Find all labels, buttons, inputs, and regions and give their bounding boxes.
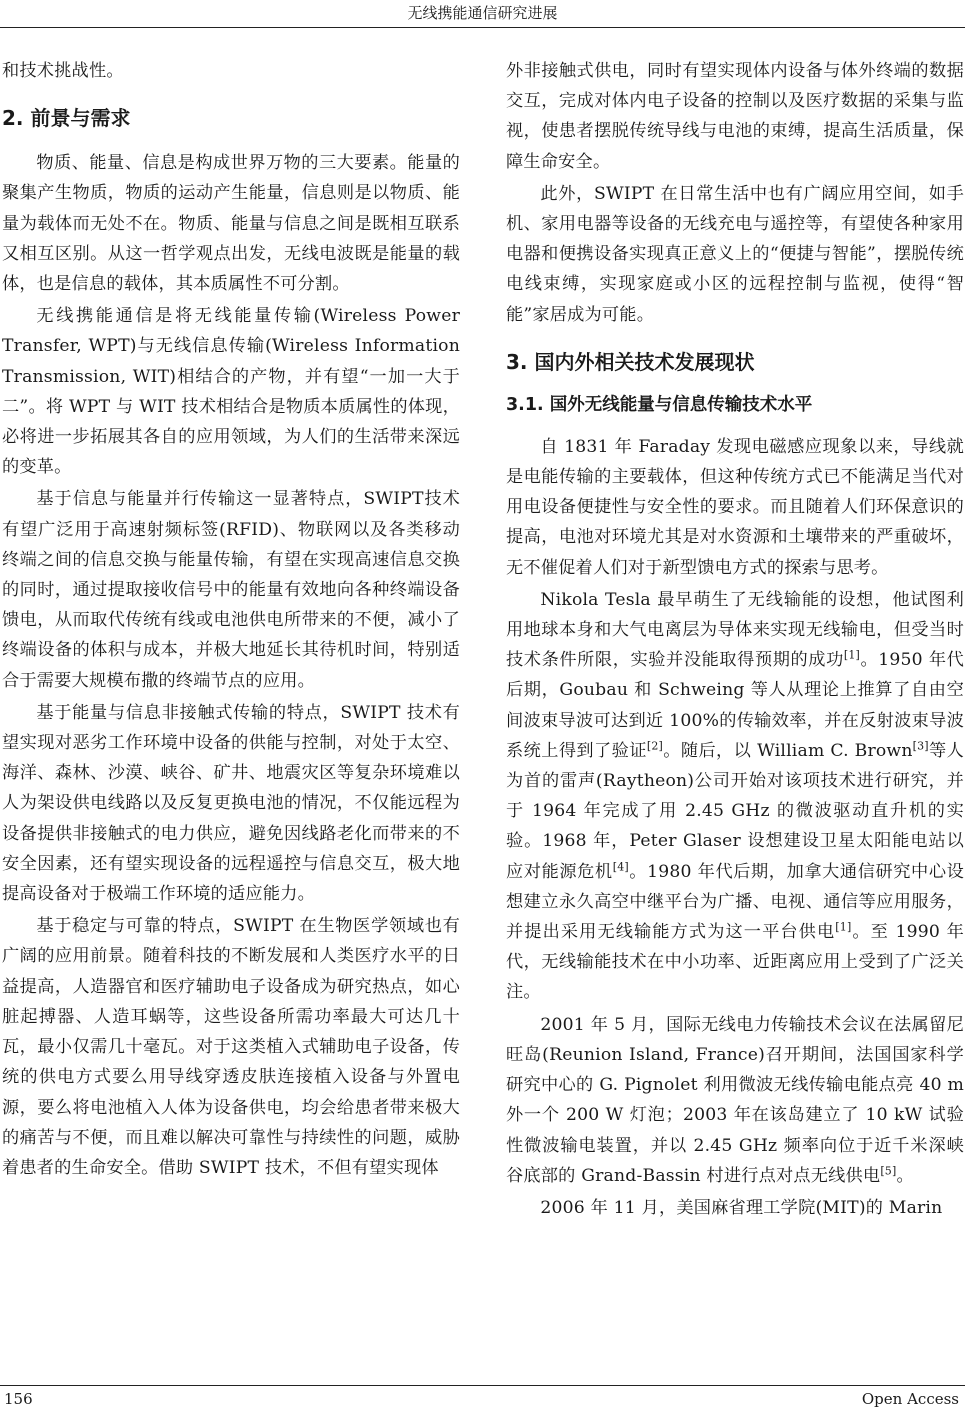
paragraph: 物质、能量、信息是构成世界万物的三大要素。能量的聚集产生物质，物质的运动产生能量，信息则是以物质、能量为载体而无处不在。物质、能量与信息之间是既相互联系又相互区别。从这一哲学观点出发，无线电波既是能量的载体，也是信息的载体，其本质属性不可分割。 bbox=[2, 153, 460, 295]
paragraph bbox=[506, 585, 964, 1008]
paragraph: 无线携能通信是将无线能量传输(Wireless Power Transfer, WPT)与无线信息传输(Wireless Information Transmission, WIT)相结合的产物，并有望“一加一大于二”。将 WPT 与 WIT 技术相结合是物质本质属性的体现，必将进一步拓展其各自的应用领域，为人们的生活带来深远的变革。 bbox=[2, 306, 460, 478]
citation-ref[interactable]: [2] bbox=[646, 739, 664, 753]
text-run: 等人为首的雷声(Raytheon)公司开始对该项技术进行研究，并于 1964 年完成了用 2.45 GHz 的微波驱动直升机的实验。1968 年，Peter Glaser 设想建设卫星太阳能电站以应对能源危机 bbox=[506, 740, 964, 882]
paragraph: 2006 年 11 月，美国麻省理工学院(MIT)的 Marin bbox=[540, 1197, 943, 1218]
header-rule bbox=[0, 27, 965, 28]
journal-name: Open Access bbox=[861, 1390, 959, 1408]
section-heading: 3. 国内外相关技术发展现状 bbox=[506, 349, 755, 374]
paragraph: 自 1831 年 Faraday 发现电磁感应现象以来，导线就是电能传输的主要载体，但这种传统方式已不能满足当代对用电设备便捷性与安全性的要求。而且随着人们环保意识的提高，电池对环境尤其是对水资源和土壤带来的严重破坏，无不催促着人们对于新型馈电方式的探索与思考。 bbox=[506, 436, 964, 578]
left-column bbox=[2, 56, 460, 1183]
text-run: 。1950 年代后期，Goubau 和 Schweing 等人从理论上推算了自由空间波束导波可达到近 100%的传输效率，并在反射波束导波系统上得到了验证 bbox=[506, 650, 964, 761]
paragraph: 基于能量与信息非接触式传输的特点，SWIPT 技术有望实现对恶劣工作环境中设备的供能与控制，对处于太空、海洋、森林、沙漠、峡谷、矿井、地震灾区等复杂环境难以人为架设供电线路以及反复更换电池的情况，不仅能远程为设备提供非接触式的电力供应，避免因线路老化而带来的不安全因素，还有望实现设备的远程遥控与信息交互，极大地提高设备对于极端工作环境的适应能力。 bbox=[2, 702, 460, 905]
text-run: Nikola Tesla 最早萌生了无线输能的设想，他试图利用地球本身和大气电离层为导体来实现无线输电，但受当时技术条件所限，实验并没能取得预期的成功 bbox=[506, 589, 964, 671]
text-run: 。随后，以 William C. Brown bbox=[663, 740, 913, 761]
footer-rule bbox=[0, 1385, 965, 1386]
subsection-heading: 3.1. 国外无线能量与信息传输技术水平 bbox=[506, 394, 813, 415]
text-run: 。1980 年代后期，加拿大通信研究中心设想建立永久高空中继平台为广播、电视、通信等应用服务，并提出采用无线输能方式为这一平台供电 bbox=[506, 861, 965, 943]
section-heading: 2. 前景与需求 bbox=[2, 106, 131, 131]
citation-ref[interactable]: [1] bbox=[835, 920, 852, 934]
paragraph: 外非接触式供电，同时有望实现体内设备与体外终端的数据交互，完成对体内电子设备的控制以及医疗数据的采集与监视，使患者摆脱传统导线与电池的束缚，提高生活质量，保障生命安全。 bbox=[506, 61, 964, 172]
page-number: 156 bbox=[4, 1390, 33, 1408]
right-column bbox=[506, 56, 964, 1223]
citation-ref[interactable]: [5] bbox=[880, 1163, 897, 1177]
paragraph: 和技术挑战性。 bbox=[2, 61, 124, 81]
citation-ref[interactable]: [1] bbox=[843, 648, 861, 662]
paragraph: 基于稳定与可靠的特点，SWIPT 在生物医学领域也有广阔的应用前景。随着科技的不断发展和人类医疗水平的日益提高，人造器官和医疗辅助电子设备成为研究热点，如心脏起搏器、人造耳蜗等，这些设备所需功率最大可达几十瓦，最小仅需几十毫瓦。对于这类植入式辅助电子设备，传统的供电方式要么用导线穿透皮肤连接植入设备与外置电源，要么将电池植入人体为设备供电，均会给患者带来极大的痛苦与不便，而且难以解决可靠性与持续性的问题，威胁着患者的生命安全。借助 SWIPT 技术，不但有望实现体 bbox=[2, 916, 460, 1178]
paragraph bbox=[506, 1010, 964, 1191]
citation-ref[interactable]: [3] bbox=[912, 739, 929, 753]
text-run: 2001 年 5 月，国际无线电力传输技术会议在法属留尼旺岛(Reunion Island, France)召开期间，法国国家科学研究中心的 G. Pignolet 利用微波无线传输电能点亮 40 m 外一个 200 W 灯泡；2003 年在该岛建立了 10 kW 试验性微波输电装置，并以 2.45 GHz 频率向位于近千米深峡谷底部的 Grand-Bassin 村进行点对点无线供电 bbox=[506, 1014, 964, 1186]
citation-ref[interactable]: [4] bbox=[612, 859, 629, 873]
paragraph: 此外，SWIPT 在日常生活中也有广阔应用空间，如手机、家用电器等设备的无线充电与遥控等，有望使各种家用电器和便携设备实现真正意义上的“便捷与智能”，摆脱传统电线束缚，实现家庭或小区的远程控制与监视，使得“智能”家居成为可能。 bbox=[506, 183, 964, 325]
text-run: 。至 1990 年代，无线输能技术在中小功率、近距离应用上受到了广泛关注。 bbox=[506, 922, 965, 1003]
text-run: 。 bbox=[896, 1165, 914, 1186]
paragraph: 基于信息与能量并行传输这一显著特点，SWIPT技术有望广泛用于高速射频标签(RFID)、物联网以及各类移动终端之间的信息交换与能量传输，有望在实现高速信息交换的同时，通过提取接收信号中的能量有效地向各种终端设备馈电，从而取代传统有线或电池供电所带来的不便，减小了终端设备的体积与成本，并极大地延长其待机时间，特别适合于需要大规模布撒的终端节点的应用。 bbox=[2, 489, 460, 691]
running-head-title: 无线携能通信研究进展 bbox=[407, 4, 558, 22]
